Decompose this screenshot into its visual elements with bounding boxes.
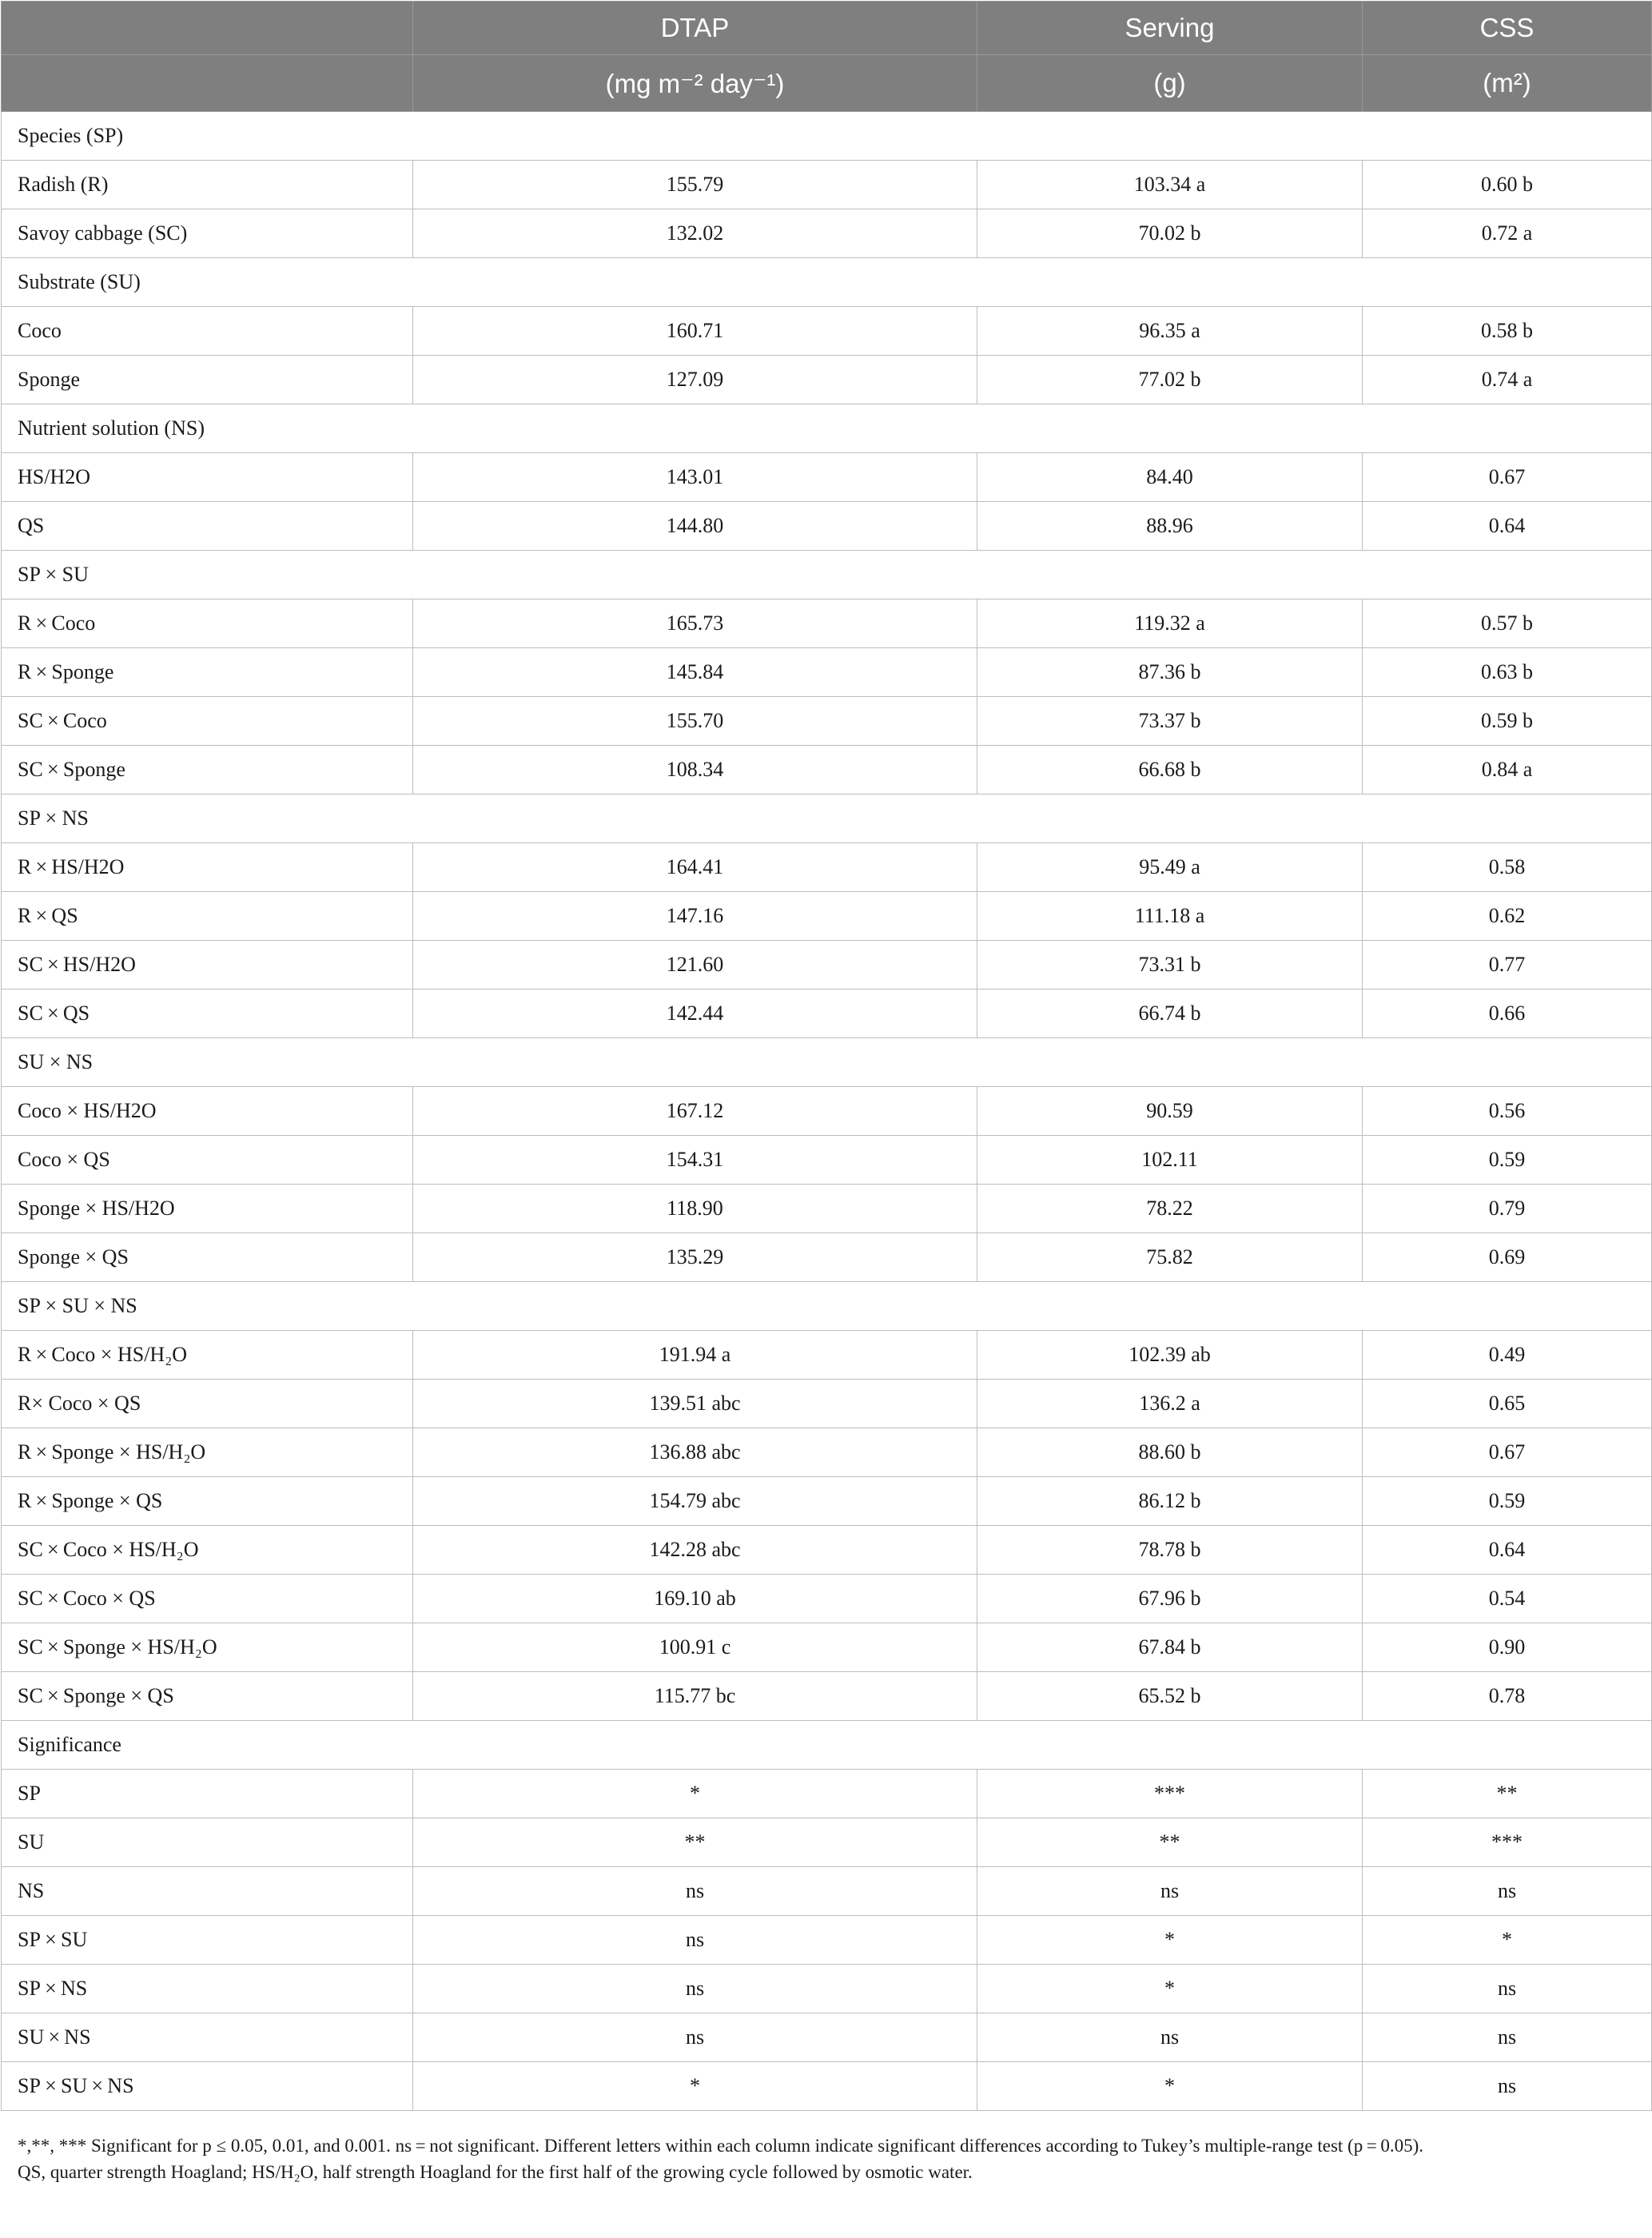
css-value: 0.63 b: [1363, 648, 1652, 697]
row-label: SP × SU: [2, 1916, 413, 1965]
css-value: ns: [1363, 2062, 1652, 2111]
row-label: Radish (R): [2, 161, 413, 209]
table-row: [2, 2062, 1652, 2111]
group-label: Substrate (SU): [2, 258, 1652, 307]
table-row: [2, 1867, 1652, 1916]
table-row: [2, 648, 1652, 697]
row-label: SU: [2, 1818, 413, 1867]
header-blank-unit: [2, 55, 413, 112]
serving-value: **: [977, 1818, 1363, 1867]
row-label: SP × SU × NS: [2, 2062, 413, 2111]
table-row: [2, 1818, 1652, 1867]
dtap-value: 169.10 ab: [413, 1575, 977, 1623]
css-value: 0.49: [1363, 1331, 1652, 1380]
dtap-value: 191.94 a: [413, 1331, 977, 1380]
row-label: SC × Coco: [2, 697, 413, 746]
dtap-value: ns: [413, 1916, 977, 1965]
row-label: R × QS: [2, 892, 413, 941]
row-label: SU × NS: [2, 2013, 413, 2062]
dtap-value: 142.28 abc: [413, 1526, 977, 1575]
dtap-value: 118.90: [413, 1185, 977, 1233]
header-serving-unit: (g): [977, 55, 1363, 112]
css-value: 0.90: [1363, 1623, 1652, 1672]
serving-value: 66.74 b: [977, 990, 1363, 1038]
css-value: 0.59: [1363, 1477, 1652, 1526]
group-header-row: [2, 1038, 1652, 1087]
dtap-value: 132.02: [413, 209, 977, 258]
table-row: [2, 746, 1652, 794]
dtap-value: 164.41: [413, 843, 977, 892]
css-value: 0.58: [1363, 843, 1652, 892]
table-body: [2, 112, 1652, 2111]
dtap-value: ns: [413, 1965, 977, 2013]
css-value: ns: [1363, 1965, 1652, 2013]
serving-value: 87.36 b: [977, 648, 1363, 697]
serving-value: ***: [977, 1770, 1363, 1818]
table-row: [2, 453, 1652, 502]
serving-value: 67.96 b: [977, 1575, 1363, 1623]
row-label: R × Coco: [2, 599, 413, 648]
serving-value: 67.84 b: [977, 1623, 1363, 1672]
css-value: ns: [1363, 2013, 1652, 2062]
header-css: CSS: [1363, 2, 1652, 55]
dtap-value: 165.73: [413, 599, 977, 648]
row-label: Sponge × QS: [2, 1233, 413, 1282]
group-header-row: [2, 794, 1652, 843]
dtap-value: 139.51 abc: [413, 1380, 977, 1428]
table-row: [2, 1965, 1652, 2013]
css-value: 0.64: [1363, 502, 1652, 551]
dtap-value: 121.60: [413, 941, 977, 990]
dtap-value: 144.80: [413, 502, 977, 551]
css-value: 0.84 a: [1363, 746, 1652, 794]
serving-value: 84.40: [977, 453, 1363, 502]
dtap-value: 108.34: [413, 746, 977, 794]
serving-value: 102.11: [977, 1136, 1363, 1185]
serving-value: 96.35 a: [977, 307, 1363, 356]
table-row: [2, 1331, 1652, 1380]
table-row: [2, 1428, 1652, 1477]
row-label: SP × NS: [2, 1965, 413, 2013]
header-blank: [2, 2, 413, 55]
table-row: [2, 892, 1652, 941]
row-label: Sponge × HS/H2O: [2, 1185, 413, 1233]
row-label: R × HS/H2O: [2, 843, 413, 892]
row-label: SC × QS: [2, 990, 413, 1038]
css-value: 0.57 b: [1363, 599, 1652, 648]
dtap-value: 100.91 c: [413, 1623, 977, 1672]
row-label: R × Coco × HS/H₂O: [2, 1331, 413, 1380]
table-row: [2, 1087, 1652, 1136]
dtap-value: 154.31: [413, 1136, 977, 1185]
serving-value: 102.39 ab: [977, 1331, 1363, 1380]
table-row: [2, 1136, 1652, 1185]
header-css-unit: (m²): [1363, 55, 1652, 112]
dtap-value: 167.12: [413, 1087, 977, 1136]
css-value: 0.67: [1363, 1428, 1652, 1477]
serving-value: ns: [977, 2013, 1363, 2062]
serving-value: 66.68 b: [977, 746, 1363, 794]
css-value: 0.60 b: [1363, 161, 1652, 209]
table-row: [2, 1380, 1652, 1428]
css-value: **: [1363, 1770, 1652, 1818]
group-label: Nutrient solution (NS): [2, 404, 1652, 453]
serving-value: 90.59: [977, 1087, 1363, 1136]
css-value: 0.65: [1363, 1380, 1652, 1428]
css-value: 0.67: [1363, 453, 1652, 502]
css-value: 0.69: [1363, 1233, 1652, 1282]
css-value: 0.77: [1363, 941, 1652, 990]
serving-value: 86.12 b: [977, 1477, 1363, 1526]
table-row: [2, 356, 1652, 404]
header-dtap: DTAP: [413, 2, 977, 55]
table-row: [2, 161, 1652, 209]
row-label: Coco × QS: [2, 1136, 413, 1185]
table-row: [2, 599, 1652, 648]
css-value: 0.74 a: [1363, 356, 1652, 404]
row-label: SC × Sponge × QS: [2, 1672, 413, 1721]
row-label: SC × Sponge × HS/H₂O: [2, 1623, 413, 1672]
css-value: *: [1363, 1916, 1652, 1965]
dtap-value: 143.01: [413, 453, 977, 502]
serving-value: *: [977, 1965, 1363, 2013]
table-footnote: [18, 2132, 1640, 2185]
dtap-value: 147.16: [413, 892, 977, 941]
dtap-value: 136.88 abc: [413, 1428, 977, 1477]
header-row-names: [2, 2, 1652, 55]
row-label: R × Sponge × HS/H₂O: [2, 1428, 413, 1477]
dtap-value: 155.79: [413, 161, 977, 209]
serving-value: 136.2 a: [977, 1380, 1363, 1428]
serving-value: 88.96: [977, 502, 1363, 551]
group-header-row: [2, 258, 1652, 307]
table-row: [2, 502, 1652, 551]
row-label: R × Sponge × QS: [2, 1477, 413, 1526]
row-label: SC × Coco × HS/H₂O: [2, 1526, 413, 1575]
css-value: 0.66: [1363, 990, 1652, 1038]
group-header-row: [2, 551, 1652, 599]
row-label: QS: [2, 502, 413, 551]
table-header: [2, 2, 1652, 112]
header-serving: Serving: [977, 2, 1363, 55]
results-table: [1, 1, 1652, 2111]
table-row: [2, 1916, 1652, 1965]
serving-value: *: [977, 1916, 1363, 1965]
serving-value: 95.49 a: [977, 843, 1363, 892]
serving-value: 77.02 b: [977, 356, 1363, 404]
serving-value: 73.31 b: [977, 941, 1363, 990]
dtap-value: ns: [413, 1867, 977, 1916]
row-label: R × Sponge: [2, 648, 413, 697]
css-value: 0.59 b: [1363, 697, 1652, 746]
table-row: [2, 697, 1652, 746]
serving-value: 119.32 a: [977, 599, 1363, 648]
serving-value: 75.82: [977, 1233, 1363, 1282]
css-value: ns: [1363, 1867, 1652, 1916]
row-label: Coco: [2, 307, 413, 356]
dtap-value: 115.77 bc: [413, 1672, 977, 1721]
css-value: 0.59: [1363, 1136, 1652, 1185]
serving-value: 78.22: [977, 1185, 1363, 1233]
row-label: NS: [2, 1867, 413, 1916]
group-header-row: [2, 1282, 1652, 1331]
table-row: [2, 1770, 1652, 1818]
row-label: SC × Coco × QS: [2, 1575, 413, 1623]
table-row: [2, 1623, 1652, 1672]
table-row: [2, 1575, 1652, 1623]
dtap-value: 135.29: [413, 1233, 977, 1282]
css-value: 0.62: [1363, 892, 1652, 941]
serving-value: 111.18 a: [977, 892, 1363, 941]
table-row: [2, 1672, 1652, 1721]
dtap-value: 145.84: [413, 648, 977, 697]
group-label: Significance: [2, 1721, 1652, 1770]
serving-value: 73.37 b: [977, 697, 1363, 746]
serving-value: 103.34 a: [977, 161, 1363, 209]
group-label: Species (SP): [2, 112, 1652, 161]
serving-value: 70.02 b: [977, 209, 1363, 258]
table-row: [2, 209, 1652, 258]
dtap-value: **: [413, 1818, 977, 1867]
table-row: [2, 307, 1652, 356]
group-header-row: [2, 1721, 1652, 1770]
css-value: 0.64: [1363, 1526, 1652, 1575]
row-label: HS/H2O: [2, 453, 413, 502]
table-row: [2, 1185, 1652, 1233]
serving-value: 88.60 b: [977, 1428, 1363, 1477]
table-row: [2, 1477, 1652, 1526]
header-dtap-unit: (mg m⁻² day⁻¹): [413, 55, 977, 112]
serving-value: ns: [977, 1867, 1363, 1916]
css-value: ***: [1363, 1818, 1652, 1867]
dtap-value: 142.44: [413, 990, 977, 1038]
row-label: Coco × HS/H2O: [2, 1087, 413, 1136]
table-row: [2, 1233, 1652, 1282]
css-value: 0.78: [1363, 1672, 1652, 1721]
row-label: R× Coco × QS: [2, 1380, 413, 1428]
dtap-value: ns: [413, 2013, 977, 2062]
dtap-value: 160.71: [413, 307, 977, 356]
dtap-value: 155.70: [413, 697, 977, 746]
dtap-value: *: [413, 2062, 977, 2111]
serving-value: *: [977, 2062, 1363, 2111]
row-label: Savoy cabbage (SC): [2, 209, 413, 258]
group-label: SP × SU: [2, 551, 1652, 599]
css-value: 0.54: [1363, 1575, 1652, 1623]
row-label: Sponge: [2, 356, 413, 404]
css-value: 0.72 a: [1363, 209, 1652, 258]
table-row: [2, 843, 1652, 892]
row-label: SP: [2, 1770, 413, 1818]
css-value: 0.58 b: [1363, 307, 1652, 356]
group-label: SU × NS: [2, 1038, 1652, 1087]
table-row: [2, 1526, 1652, 1575]
header-row-units: [2, 55, 1652, 112]
footnote-abbreviations: QS, quarter strength Hoagland; HS/H₂O, half strength Hoagland for the first half of the growing cycle followed by osmotic water.: [18, 2162, 973, 2182]
table-row: [2, 990, 1652, 1038]
dtap-value: 154.79 abc: [413, 1477, 977, 1526]
serving-value: 65.52 b: [977, 1672, 1363, 1721]
css-value: 0.79: [1363, 1185, 1652, 1233]
table-row: [2, 2013, 1652, 2062]
row-label: SC × HS/H2O: [2, 941, 413, 990]
dtap-value: *: [413, 1770, 977, 1818]
group-label: SP × NS: [2, 794, 1652, 843]
css-value: 0.56: [1363, 1087, 1652, 1136]
group-label: SP × SU × NS: [2, 1282, 1652, 1331]
table-row: [2, 941, 1652, 990]
group-header-row: [2, 112, 1652, 161]
group-header-row: [2, 404, 1652, 453]
footnote-significance: *,**, *** Significant for p ≤ 0.05, 0.01, and 0.001. ns = not significant. Different letters within each column indicate significant differences according to Tukey’s multiple-range test (p = 0.05).: [18, 2136, 1424, 2156]
serving-value: 78.78 b: [977, 1526, 1363, 1575]
row-label: SC × Sponge: [2, 746, 413, 794]
dtap-value: 127.09: [413, 356, 977, 404]
